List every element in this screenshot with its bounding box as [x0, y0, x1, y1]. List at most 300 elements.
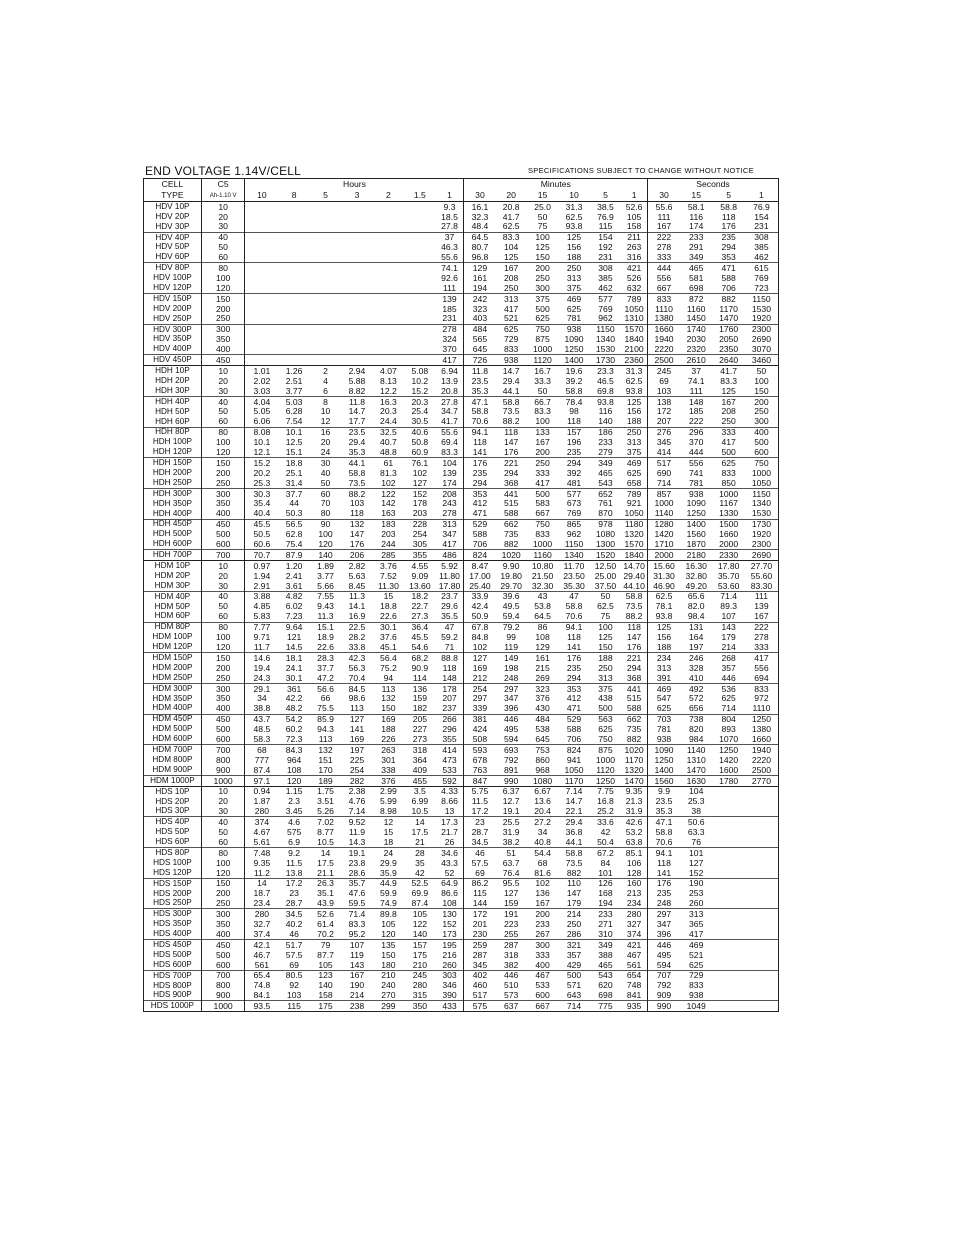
cell-type: HDS 400P — [144, 929, 202, 939]
rating-value: 469 — [621, 458, 647, 468]
rating-value: 43.3 — [436, 858, 464, 868]
specification-table — [143, 178, 779, 1012]
rating-value: 1170 — [621, 755, 647, 765]
rating-value: 577 — [558, 488, 589, 498]
rating-value: 42.4 — [471, 601, 489, 612]
rating-value: 345 — [656, 437, 672, 448]
rating-value — [745, 960, 779, 970]
rating-value — [341, 212, 372, 222]
cell-type: HDH 80P — [144, 427, 202, 437]
table-row — [144, 571, 779, 581]
rating-value: 510 — [503, 980, 519, 991]
rating-value: 1380 — [745, 724, 779, 734]
rating-value: 46 — [289, 929, 299, 939]
table-row — [144, 878, 779, 888]
rating-value: 291 — [689, 242, 704, 253]
rating-value: 353 — [721, 252, 736, 263]
rating-value: 361 — [278, 683, 309, 693]
rating-value — [278, 222, 309, 232]
cell-type: HDS 300P — [144, 909, 202, 919]
rating-value: 533 — [535, 980, 550, 991]
table-row — [144, 602, 779, 612]
rating-value: 29.9 — [380, 858, 397, 868]
rating-value: 5.75 — [464, 786, 495, 796]
rating-value: 1840 — [621, 550, 647, 561]
rating-value: 409 — [412, 764, 428, 775]
rating-value: 990 — [648, 1001, 680, 1012]
rating-value: 575 — [464, 1001, 495, 1012]
rating-value: 61 — [373, 458, 404, 468]
rating-value — [404, 232, 435, 242]
rating-value: 11.8 — [464, 366, 495, 376]
cs-value: 350 — [201, 694, 245, 704]
cell-type: HDM 10P — [144, 561, 202, 571]
rating-value: 125 — [621, 396, 647, 406]
rating-value: 870 — [598, 508, 613, 519]
rating-value: 573 — [503, 990, 519, 1001]
rating-value: 108 — [535, 632, 550, 643]
cs-value: 400 — [201, 509, 245, 519]
table-row — [144, 612, 779, 622]
rating-value: 21.1 — [317, 867, 334, 878]
rating-value — [310, 222, 341, 232]
rating-value — [278, 324, 309, 334]
rating-value: 882 — [566, 867, 582, 878]
rating-value: 228 — [404, 519, 435, 529]
rating-value: 1.94 — [245, 571, 278, 581]
rating-value: 3.51 — [317, 796, 334, 807]
rating-value: 376 — [373, 775, 404, 786]
rating-value: 84.3 — [278, 745, 309, 755]
rating-value: 333 — [656, 252, 672, 263]
rating-value: 29.70 — [500, 580, 522, 591]
rating-value: 53.60 — [717, 580, 740, 591]
rating-value — [712, 919, 744, 929]
rating-value — [712, 960, 744, 970]
rating-value: 189 — [310, 775, 341, 786]
rating-value: 25.3 — [687, 796, 705, 807]
rating-value: 789 — [621, 294, 647, 304]
rating-value: 7.55 — [310, 591, 341, 601]
cs-value: 20 — [201, 212, 245, 222]
rating-value: 120 — [278, 775, 309, 786]
cs-value: 600 — [201, 960, 245, 970]
rating-value: 313 — [680, 909, 712, 919]
cell-type: HDS 250P — [144, 899, 202, 909]
rating-value: 116 — [689, 211, 704, 222]
rating-value: 6.37 — [495, 786, 526, 796]
rating-value: 31.3 — [565, 201, 583, 212]
rating-value: 500 — [598, 703, 613, 714]
rating-value — [341, 273, 372, 283]
cell-type: HDV 20P — [144, 212, 202, 222]
rating-value: 122 — [373, 488, 404, 498]
rating-value: 1470 — [621, 775, 647, 786]
rating-value: 263 — [621, 243, 647, 253]
rating-value: 10.1 — [278, 427, 309, 437]
rating-value: 7.77 — [245, 622, 278, 632]
cell-type: HDH 150P — [144, 458, 202, 468]
rating-value: 347 — [656, 919, 672, 929]
rating-value: 1470 — [686, 764, 706, 775]
cs-value: 20 — [201, 376, 245, 386]
rating-value: 50 — [537, 211, 548, 222]
rating-value: 16 — [310, 427, 341, 437]
rating-value — [712, 981, 744, 991]
rating-value: 376 — [535, 693, 550, 704]
rating-value: 2.41 — [285, 571, 303, 581]
table-row — [144, 714, 779, 724]
rating-value: 75.5 — [317, 703, 334, 714]
rating-value: 167 — [495, 263, 526, 273]
rating-value: 1280 — [648, 519, 680, 529]
rating-value: 350 — [404, 1001, 435, 1012]
rating-value: 42 — [600, 827, 611, 837]
rating-value: 33.3 — [534, 376, 551, 386]
rating-value: 102 — [527, 878, 558, 888]
rating-value: 421 — [621, 263, 647, 273]
rating-value: 156 — [566, 242, 582, 253]
rating-value: 833 — [648, 294, 680, 304]
rating-value: 118 — [495, 427, 526, 437]
rating-value — [712, 848, 744, 858]
rating-value: 1870 — [686, 539, 706, 550]
rating-value: 276 — [648, 427, 680, 437]
rating-value: 72.3 — [285, 734, 303, 744]
rating-value: 625 — [566, 303, 582, 314]
rating-value: 179 — [566, 898, 582, 909]
rating-value: 643 — [566, 990, 582, 1001]
rating-value: 84.8 — [471, 632, 489, 643]
rating-value: 1.87 — [245, 797, 278, 807]
rating-value: 12.1 — [245, 447, 278, 457]
rating-value: 1000 — [712, 488, 744, 498]
rating-value: 106 — [621, 858, 647, 868]
rating-value: 444 — [689, 447, 704, 458]
rating-value: 9.09 — [411, 571, 429, 581]
table-row — [144, 561, 779, 571]
rating-value: 517 — [472, 990, 488, 1001]
rating-value — [712, 858, 744, 868]
rating-value: 32.3 — [471, 211, 489, 222]
rating-value: 15.2 — [411, 386, 429, 396]
rating-value: 96.8 — [471, 252, 489, 263]
rating-value: 935 — [621, 1001, 647, 1012]
table-row — [144, 694, 779, 704]
rating-value: 10.5 — [411, 806, 429, 817]
rating-value: 60.9 — [411, 447, 429, 458]
rating-value: 24.1 — [285, 663, 303, 673]
rating-value: 583 — [535, 498, 550, 509]
rating-value: 188 — [656, 642, 672, 652]
rating-value: 938 — [689, 990, 704, 1001]
rating-value: 18.2 — [404, 591, 435, 601]
rating-value: 1250 — [745, 714, 779, 724]
rating-value: 1420 — [654, 529, 674, 540]
rating-value: 260 — [689, 898, 704, 909]
rating-value: 48.8 — [380, 447, 397, 458]
rating-value: 43 — [527, 591, 558, 601]
rating-value: 250 — [566, 919, 582, 929]
rating-value: 323 — [527, 683, 558, 693]
rating-value: 113 — [373, 683, 404, 693]
rating-value: 50.8 — [411, 437, 429, 448]
cell-type: HDH 350P — [144, 499, 202, 509]
rating-value: 113 — [350, 703, 364, 714]
rating-value: 625 — [495, 324, 526, 334]
rating-value: 417 — [689, 929, 704, 939]
rating-value — [373, 252, 404, 262]
cs-value: 150 — [201, 294, 245, 304]
rating-value — [745, 848, 779, 858]
rating-value: 13.9 — [436, 376, 464, 386]
table-row — [144, 355, 779, 366]
rating-value — [245, 304, 278, 314]
rating-value: 40.2 — [285, 919, 303, 929]
rating-value: 2220 — [654, 344, 674, 355]
rating-value: 402 — [464, 970, 495, 980]
cs-value: 80 — [201, 848, 245, 858]
rating-value: 667 — [656, 283, 672, 293]
rating-value: 269 — [535, 672, 550, 683]
rating-value: 6.9 — [288, 837, 301, 847]
rating-value: 753 — [527, 745, 558, 755]
table-row — [144, 499, 779, 509]
rating-value: 27.70 — [745, 561, 779, 571]
rating-value: 16.9 — [348, 611, 366, 622]
rating-value — [404, 212, 435, 222]
rating-value: 763 — [472, 764, 488, 775]
rating-value — [373, 263, 404, 273]
cs-unit-header: Ah-1.10 V — [201, 190, 245, 202]
rating-value — [373, 243, 404, 253]
cell-type: HDH 120P — [144, 447, 202, 457]
rating-value: 313 — [656, 663, 672, 673]
rating-value: 11.8 — [341, 396, 372, 406]
table-row — [144, 734, 779, 744]
rating-value: 267 — [535, 929, 550, 939]
rating-value: 222 — [689, 416, 704, 427]
rating-value: 508 — [472, 734, 488, 744]
rating-value — [745, 868, 779, 878]
rating-value: 147 — [503, 437, 519, 448]
table-row — [144, 745, 779, 755]
rating-value: 824 — [558, 745, 589, 755]
rating-value: 12 — [373, 817, 404, 827]
rating-value: 50 — [320, 478, 331, 488]
rating-value: 150 — [745, 386, 779, 396]
rating-value: 188 — [566, 252, 582, 263]
rating-value: 64.5 — [534, 611, 551, 622]
table-row — [144, 868, 779, 878]
rating-value: 7.52 — [380, 571, 397, 581]
rating-value — [745, 889, 779, 899]
rating-value: 23.4 — [245, 899, 278, 909]
cs-value: 30 — [201, 807, 245, 817]
rating-value: 55.6 — [436, 252, 464, 262]
hour-col-header: 10 — [245, 190, 278, 202]
rating-value: 333 — [712, 427, 744, 437]
rating-value: 214 — [349, 990, 365, 1001]
rating-value: 6.67 — [527, 786, 558, 796]
cell-type: HDH 600P — [144, 539, 202, 549]
cs-value: 120 — [201, 868, 245, 878]
rating-value: 1170 — [719, 303, 738, 314]
rating-value: 143 — [712, 622, 744, 632]
rating-value — [373, 344, 404, 354]
rating-value: 1140 — [654, 508, 674, 519]
rating-value: 15.60 — [648, 561, 680, 571]
rating-value: 1000 — [533, 539, 553, 550]
rating-value: 5.83 — [245, 612, 278, 622]
rating-value: 214 — [558, 909, 589, 919]
cs-value: 700 — [201, 970, 245, 980]
rating-value: 37.50 — [594, 580, 617, 591]
table-row — [144, 539, 779, 549]
rating-value: 95.2 — [348, 929, 366, 939]
rating-value: 62.8 — [285, 529, 303, 540]
rating-value: 297 — [648, 909, 680, 919]
cell-type: HDM 20P — [144, 571, 202, 581]
rating-value: 5.99 — [380, 796, 397, 807]
table-row — [144, 848, 779, 858]
cell-type: HDH 100P — [144, 437, 202, 447]
rating-value: 703 — [648, 714, 680, 724]
rating-value: 2300 — [745, 539, 779, 549]
rating-value: 58.1 — [687, 201, 705, 212]
spec-notice: SPECIFICATIONS SUBJECT TO CHANGE WITHOUT NOTICE — [528, 166, 754, 175]
rating-value: 1310 — [621, 314, 647, 324]
rating-value: 160 — [621, 878, 647, 888]
rating-value: 455 — [404, 775, 435, 786]
rating-value: 100 — [318, 529, 333, 540]
rating-value: 297 — [472, 693, 488, 704]
rating-value: 43.9 — [317, 898, 334, 909]
rating-value: 190 — [680, 878, 712, 888]
rating-value: 83.3 — [348, 919, 366, 929]
rating-value: 561 — [621, 960, 647, 970]
rating-value: 972 — [745, 694, 779, 704]
rating-value: 577 — [590, 294, 621, 304]
rating-value: 2640 — [712, 355, 744, 366]
rating-value: 2500 — [648, 355, 680, 366]
table-row — [144, 458, 779, 468]
rating-value: 658 — [621, 478, 647, 488]
rating-value: 632 — [621, 283, 647, 293]
rating-value: 66.7 — [527, 396, 558, 406]
cs-value: 250 — [201, 478, 245, 488]
rating-value: 48.5 — [245, 724, 278, 734]
rating-value: 714 — [656, 478, 672, 488]
rating-value: 18.7 — [245, 889, 278, 899]
rating-value: 353 — [464, 488, 495, 498]
table-row — [144, 950, 779, 960]
rating-value: 29.4 — [558, 817, 589, 827]
rating-value — [310, 202, 341, 212]
rating-value: 1920 — [745, 530, 779, 540]
rating-value: 316 — [621, 252, 647, 262]
rating-value: 74.8 — [245, 981, 278, 991]
rating-value: 833 — [721, 468, 736, 478]
rating-value: 40.6 — [404, 427, 435, 437]
rating-value — [745, 807, 779, 817]
rating-value — [404, 252, 435, 262]
rating-value: 31.9 — [621, 807, 647, 817]
rating-value: 30 — [310, 458, 341, 468]
rating-value: 68 — [537, 858, 548, 868]
rating-value: 180 — [381, 959, 396, 970]
rating-value: 38.5 — [597, 201, 614, 212]
rating-value: 5.63 — [348, 571, 366, 581]
rating-value: 141 — [656, 867, 672, 878]
rating-value: 157 — [404, 940, 435, 950]
cs-value: 300 — [201, 488, 245, 498]
cell-type: HDV 400P — [144, 344, 202, 354]
rating-value: 175 — [412, 950, 428, 960]
rating-value: 34 — [537, 827, 548, 837]
rating-value: 301 — [381, 755, 396, 765]
rating-value: 17.80 — [712, 561, 744, 571]
minute-col-header: 5 — [590, 190, 621, 202]
rating-value: 195 — [436, 940, 464, 950]
rating-value: 152 — [404, 488, 435, 498]
rating-value: 34.5 — [278, 909, 309, 919]
rating-value: 761 — [598, 498, 613, 509]
rating-value: 417 — [436, 355, 464, 366]
rating-value: 2320 — [686, 344, 706, 355]
rating-value: 1560 — [686, 529, 706, 540]
rating-value: 23.5 — [471, 376, 489, 386]
rating-value: 56.6 — [310, 683, 341, 693]
rating-value: 50.3 — [285, 508, 303, 519]
rating-value: 287 — [495, 940, 526, 950]
cs-value: 100 — [201, 632, 245, 642]
rating-value: 17.5 — [317, 858, 334, 868]
rating-value: 3.5 — [404, 786, 435, 796]
table-row — [144, 724, 779, 734]
rating-value: 102 — [381, 478, 396, 488]
rating-value: 38.2 — [502, 837, 520, 847]
cell-header: CELL — [144, 179, 202, 191]
rating-value — [278, 212, 309, 222]
rating-value: 235 — [472, 468, 488, 478]
rating-value: 170 — [318, 764, 333, 775]
rating-value: 1400 — [654, 764, 674, 775]
rating-value: 20.8 — [502, 201, 520, 212]
rating-value: 110 — [558, 878, 589, 888]
rating-value — [373, 202, 404, 212]
rating-value: 58.8 — [565, 601, 583, 612]
rating-value: 123 — [310, 970, 341, 980]
rating-value: 391 — [656, 672, 672, 683]
cell-type: HDH 300P — [144, 488, 202, 498]
rating-value: 85.9 — [310, 714, 341, 724]
rating-value: 82.0 — [687, 601, 705, 612]
rating-value: 390 — [436, 991, 464, 1001]
cs-value: 40 — [201, 817, 245, 827]
rating-value: 6 — [323, 386, 328, 396]
rating-value: 1250 — [564, 344, 584, 355]
rating-value: 5.88 — [348, 376, 366, 386]
rating-value: 55.6 — [436, 427, 464, 437]
rating-value: 500 — [527, 488, 558, 498]
cell-type: HDH 10P — [144, 366, 202, 376]
rating-value: 14.7 — [565, 796, 583, 807]
rating-value: 40.4 — [245, 509, 278, 519]
rating-value: 750 — [598, 734, 613, 744]
rating-value: 438 — [598, 693, 613, 704]
rating-value — [245, 344, 278, 354]
